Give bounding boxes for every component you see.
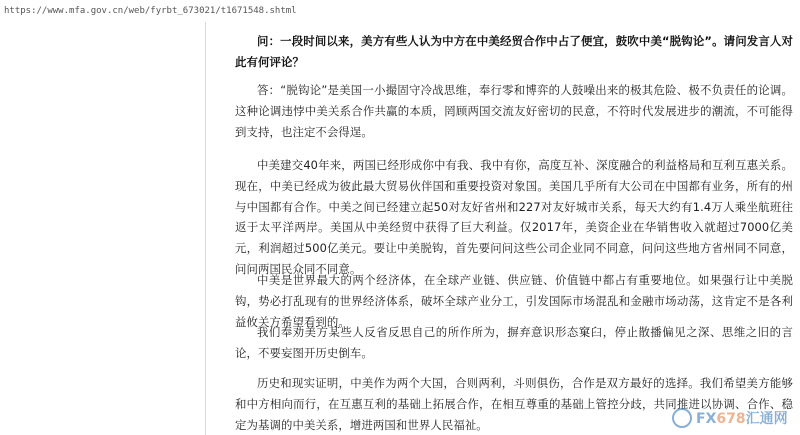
body-paragraph-economy: 中美是世界最大的两个经济体，在全球产业链、供应链、价值链中都占有重要地位。如果强行让中美脱钩，势必打乱现有的世界经济体系，破坏全球产业分工，引发国际市场混乱和金融市场动荡，这肯定不是各利益攸关方希望看到的。 xyxy=(235,273,793,329)
fx678-logo-icon xyxy=(672,408,692,428)
body-paragraph-relations: 中美建交40年来，两国已经形成你中有我、我中有你，高度互补、深度融合的利益格局和互利互惠关系。现在，中美已经成为彼此最大贸易伙伴国和重要投资对象国。美国几乎所有大公司在中国都有业务，所有的州与中国都有合作。中美之间已经建立起50对友好省州和227对友好城市关系，每天大约有1.4万人乘坐航班往返于太平洋两岸。美国从中美经贸中获得了巨大利益。仅2017年，美资企业在华销售收入就超过7000亿美元，利润超过500亿美元。要让中美脱钩，首先要问问这些公司企业同不同意，问问这些地方省州同不同意，问问两国民众同不同意。 xyxy=(235,158,793,276)
body-paragraph-conclusion: 历史和现实证明，中美作为两个大国，合则两利，斗则俱伤，合作是双方最好的选择。我们希望美方能够和中方相向而行，在互惠互利的基础上拓展合作，在相互尊重的基础上管控分歧，共同推进以协调、合作、稳定为基调的中美关系，增进两国和世界人民福祉。 xyxy=(235,376,793,432)
answer-paragraph: 答：“脱钩论”是美国一小撮固守冷战思维，奉行零和博弈的人鼓噪出来的极其危险、极不负责任的论调。这种论调违悖中美关系合作共赢的本质，罔顾两国交流友好密切的民意，不符时代发展进步的潮流，不可能得到支持，也注定不会得逞。 xyxy=(235,83,793,139)
left-sidebar-divider xyxy=(205,22,206,435)
watermark-text: FX678汇通网 xyxy=(696,411,788,427)
question-paragraph: 问：一段时间以来，美方有些人认为中方在中美经贸合作中占了便宜，鼓吹中美“脱钩论”。请问发言人对此有何评论？ xyxy=(235,34,793,69)
fx678-watermark xyxy=(672,405,792,431)
url-text: https://www.mfa.gov.cn/web/fyrbt_673021/t1671548.shtml xyxy=(4,6,297,16)
body-paragraph-advice: 我们奉劝美方某些人反省反思自己的所作所为，摒弃意识形态窠臼，停止散播偏见之深、思维之旧的言论，不要妄图开历史倒车。 xyxy=(235,325,793,360)
address-bar[interactable] xyxy=(0,0,800,22)
